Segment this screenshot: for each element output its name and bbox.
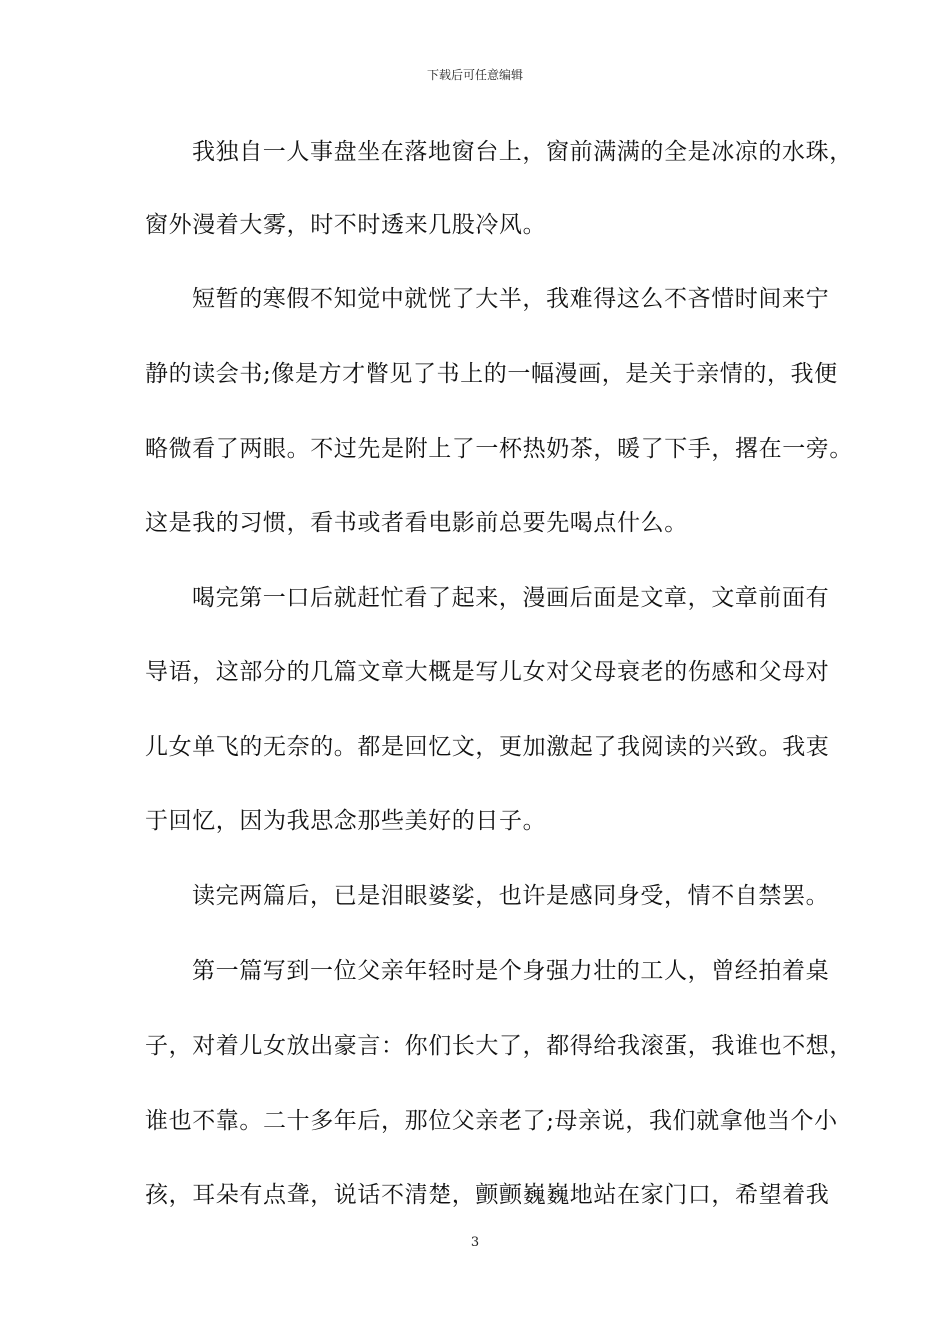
- paragraph-first-line: 读完两篇后，已是泪眼婆娑，也许是感同身受，情不自禁罢。: [192, 883, 830, 909]
- text-line: [0, 506, 950, 540]
- paragraph-first-line: 短暂的寒假不知觉中就恍了大半，我难得这么不吝惜时间来宁: [192, 286, 830, 312]
- text-line: [0, 432, 950, 466]
- text-line: [0, 357, 950, 391]
- text-line: [0, 1178, 950, 1212]
- page-number: 3: [470, 1235, 480, 1250]
- paragraph-line: 这是我的习惯，看书或者看电影前总要先喝点什么。: [145, 510, 688, 536]
- text-line: [0, 879, 950, 913]
- paragraph-first-line: 我独自一人事盘坐在落地窗台上，窗前满满的全是冰凉的水珠，: [192, 139, 853, 165]
- paragraph-line: 窗外漫着大雾，时不时透来几股冷风。: [145, 212, 547, 238]
- text-line: [0, 581, 950, 615]
- page-header: 下载后可任意编辑: [426, 68, 523, 82]
- paragraph-line: 于回忆，因为我思念那些美好的日子。: [145, 808, 547, 834]
- paragraph-line: 儿女单飞的无奈的。都是回忆文，更加激起了我阅读的兴致。我衷: [145, 734, 830, 760]
- text-line: [0, 282, 950, 316]
- paragraph-line: 导语，这部分的几篇文章大概是写儿女对父母衰老的伤感和父母对: [145, 659, 830, 685]
- text-line: [0, 655, 950, 689]
- text-line: [0, 804, 950, 838]
- text-line: [0, 135, 950, 169]
- text-line: [0, 730, 950, 764]
- text-line: [0, 1104, 950, 1138]
- text-line: [0, 1029, 950, 1063]
- paragraph-first-line: 喝完第一口后就赶忙看了起来，漫画后面是文章，文章前面有: [192, 585, 830, 611]
- paragraph-line: 略微看了两眼。不过先是附上了一杯热奶茶，暖了下手，撂在一旁。: [145, 436, 853, 462]
- text-line: [0, 208, 950, 242]
- paragraph-line: 谁也不靠。二十多年后，那位父亲老了;母亲说，我们就拿他当个小: [145, 1108, 838, 1134]
- paragraph-line: 静的读会书;像是方才瞥见了书上的一幅漫画，是关于亲情的，我便: [145, 361, 838, 387]
- paragraph-line: 子，对着儿女放出豪言：你们长大了，都得给我滚蛋，我谁也不想，: [145, 1033, 853, 1059]
- paragraph-line: 孩，耳朵有点聋，说话不清楚，颤颤巍巍地站在家门口，希望着我: [145, 1182, 830, 1208]
- paragraph-first-line: 第一篇写到一位父亲年轻时是个身强力壮的工人，曾经拍着桌: [192, 958, 830, 984]
- text-line: [0, 954, 950, 988]
